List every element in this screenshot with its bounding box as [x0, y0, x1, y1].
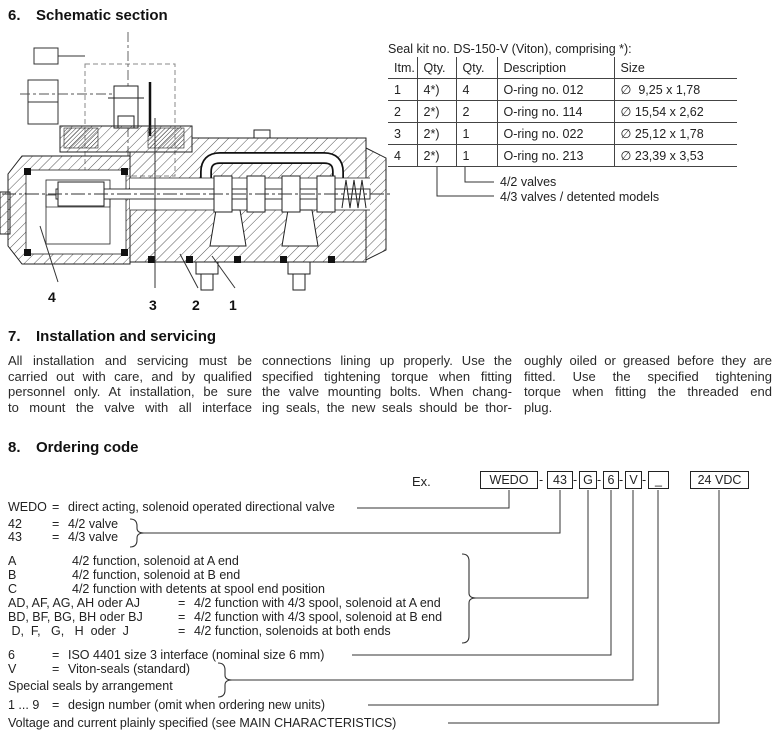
cell-itm: 1 — [388, 79, 417, 101]
code-row-bd — [8, 610, 442, 624]
code-description: Viton-seals (standard) — [68, 662, 191, 676]
code-key: 1 ... 9 — [8, 698, 40, 712]
col-header-itm: Itm. — [388, 57, 417, 79]
brace-seals — [218, 663, 232, 697]
cell-itm: 4 — [388, 145, 417, 167]
code-row-a — [8, 554, 239, 568]
code-box-6: 6 — [603, 471, 619, 489]
code-box-wedo: WEDO — [480, 471, 538, 489]
code-key: A — [8, 554, 17, 568]
callout-42-valves: 4/2 valves — [500, 175, 557, 189]
code-description: 4/2 function, solenoid at A end — [72, 554, 239, 568]
code-key: BD, BF, BG, BH oder BJ — [8, 610, 143, 624]
col-header-qty: Qty. — [456, 57, 497, 79]
section6-heading — [8, 7, 168, 24]
cell-itm: 3 — [388, 123, 417, 145]
code-description: 4/2 function, solenoid at B end — [72, 568, 241, 582]
part-label-1: 1 — [229, 297, 237, 313]
code-row-43 — [8, 530, 118, 544]
text-line: to mount the valve with all interface — [8, 399, 252, 415]
code-separator: - — [597, 473, 602, 487]
col-header-description: Description — [497, 57, 614, 79]
table-row — [388, 101, 737, 123]
equals-sign: = — [52, 698, 60, 712]
cell-qty: 1 — [456, 145, 497, 167]
connector-block — [28, 80, 58, 102]
text-line: ing seals, the new seals should be thor- — [262, 399, 512, 415]
port-funnel — [282, 210, 318, 246]
cell-description: O-ring no. 114 — [497, 101, 614, 123]
cell-qty-star: 4*) — [417, 79, 456, 101]
code-description: 4/2 function with 4/3 spool, solenoid at B end — [194, 610, 443, 624]
col-header-size: Size — [614, 57, 737, 79]
table-header-row — [388, 57, 737, 79]
cell-size: ∅ 23,39 x 3,53 — [614, 145, 737, 167]
code-row-d — [8, 624, 391, 638]
cell-qty: 1 — [456, 123, 497, 145]
seal-table-caption: Seal kit no. DS-150-V (Viton), comprising *): — [388, 42, 632, 56]
brace-42-43 — [130, 519, 144, 547]
text-line: carried out with care, and by qualified — [8, 368, 252, 384]
code-separator: - — [642, 473, 647, 487]
code-box-design: _ — [648, 471, 669, 489]
cell-itm: 2 — [388, 101, 417, 123]
code-key: 6 — [8, 648, 15, 662]
code-separator: - — [573, 473, 578, 487]
code-row-b — [8, 568, 240, 582]
part-label-3: 3 — [149, 297, 157, 313]
connector-block — [28, 102, 58, 124]
code-key: B — [8, 568, 17, 582]
section6-title: Schematic section — [36, 7, 168, 24]
cell-qty-star: 2*) — [417, 123, 456, 145]
cell-description: O-ring no. 022 — [497, 123, 614, 145]
cell-size: ∅ 25,12 x 1,78 — [614, 123, 737, 145]
part-label-4: 4 — [48, 289, 56, 305]
text-line: All installation and servicing must be — [8, 353, 252, 368]
section7-column-2 — [262, 353, 512, 415]
equals-sign: = — [52, 500, 60, 514]
equals-sign: = — [52, 648, 60, 662]
seal-kit-table — [388, 57, 737, 167]
valve-cross-section-figure — [0, 30, 392, 320]
code-row-42 — [8, 517, 118, 531]
text-line: oughly oiled or greased before they are — [524, 353, 772, 368]
section8-number: 8. — [8, 439, 21, 456]
mounting-bolt — [288, 262, 310, 274]
equals-sign: = — [178, 624, 186, 638]
code-key: 43 — [8, 530, 22, 544]
code-key: 42 — [8, 517, 22, 531]
equals-sign: = — [178, 596, 186, 610]
code-row-6 — [8, 648, 324, 662]
col-header-qty-star: Qty. — [417, 57, 456, 79]
code-key: D, F, G, H oder J — [8, 624, 129, 638]
example-label: Ex. — [412, 474, 431, 489]
text-line: torque when fitting the threaded end — [524, 384, 772, 400]
code-description: 4/2 function, solenoids at both ends — [194, 624, 391, 638]
text-line: the valve mounting bolts. When chang- — [262, 384, 512, 400]
code-box-g: G — [579, 471, 597, 489]
section8-heading — [8, 439, 139, 456]
part-label-2: 2 — [192, 297, 200, 313]
code-key: V — [8, 662, 17, 676]
equals-sign: = — [52, 662, 60, 676]
section7-column-3 — [524, 353, 772, 415]
cell-qty-star: 2*) — [417, 145, 456, 167]
code-key: Special seals by arrangement — [8, 679, 173, 693]
cell-size: ∅ 15,54 x 2,62 — [614, 101, 737, 123]
code-key: Voltage and current plainly specified (see MAIN CHARACTERISTICS) — [8, 716, 397, 730]
cell-qty-star: 2*) — [417, 101, 456, 123]
code-row-design-number — [8, 698, 325, 712]
equals-sign: = — [52, 530, 60, 544]
code-row-ad — [8, 596, 441, 610]
text-line: specified tightening torque when fitting — [262, 368, 512, 384]
code-description: 4/2 valve — [68, 517, 119, 531]
code-description: ISO 4401 size 3 interface (nominal size 6 mm) — [68, 648, 325, 662]
code-key: WEDO — [8, 500, 47, 514]
code-box-v: V — [625, 471, 642, 489]
code-separator: - — [539, 473, 544, 487]
code-description: 4/2 function with detents at spool end position — [72, 582, 325, 596]
code-box-voltage: 24 VDC — [690, 471, 749, 489]
code-row-v — [8, 662, 190, 676]
table-row — [388, 145, 737, 167]
code-row-c — [8, 582, 325, 596]
section7-number: 7. — [8, 328, 21, 345]
cell-qty: 4 — [456, 79, 497, 101]
equals-sign: = — [178, 610, 186, 624]
section7-column-1 — [8, 353, 252, 415]
section7-title: Installation and servicing — [36, 328, 217, 345]
section8-title: Ordering code — [36, 439, 139, 456]
code-description: direct acting, solenoid operated directional valve — [68, 500, 335, 514]
text-line: connections lining up properly. Use the — [262, 353, 512, 368]
port-funnel — [210, 210, 246, 246]
code-separator: - — [619, 473, 624, 487]
cell-qty: 2 — [456, 101, 497, 123]
cell-description: O-ring no. 012 — [497, 79, 614, 101]
mounting-bolt — [196, 262, 218, 274]
code-description: 4/3 valve — [68, 530, 119, 544]
section7-heading — [8, 328, 216, 345]
table-row — [388, 79, 737, 101]
brace-function-codes — [462, 554, 476, 643]
connector-block — [34, 48, 58, 64]
code-box-43: 43 — [547, 471, 573, 489]
code-row-special-seals — [8, 679, 173, 693]
text-line: plug. — [524, 399, 553, 415]
section6-number: 6. — [8, 7, 21, 24]
text-line: fitted. Use the specified tightening — [524, 368, 772, 384]
code-row-voltage — [8, 716, 396, 730]
text-line: personnel only. At installation, be sure — [8, 384, 252, 400]
code-row-wedo — [8, 500, 335, 514]
table-row — [388, 123, 737, 145]
code-description: design number (omit when ordering new units) — [68, 698, 326, 712]
equals-sign: = — [52, 517, 60, 531]
code-key: AD, AF, AG, AH oder AJ — [8, 596, 141, 610]
callout-43-valves: 4/3 valves / detented models — [500, 190, 660, 204]
cell-size: ∅ 9,25 x 1,78 — [614, 79, 737, 101]
code-description: 4/2 function with 4/3 spool, solenoid at A end — [194, 596, 441, 610]
cell-description: O-ring no. 213 — [497, 145, 614, 167]
code-key: C — [8, 582, 18, 596]
